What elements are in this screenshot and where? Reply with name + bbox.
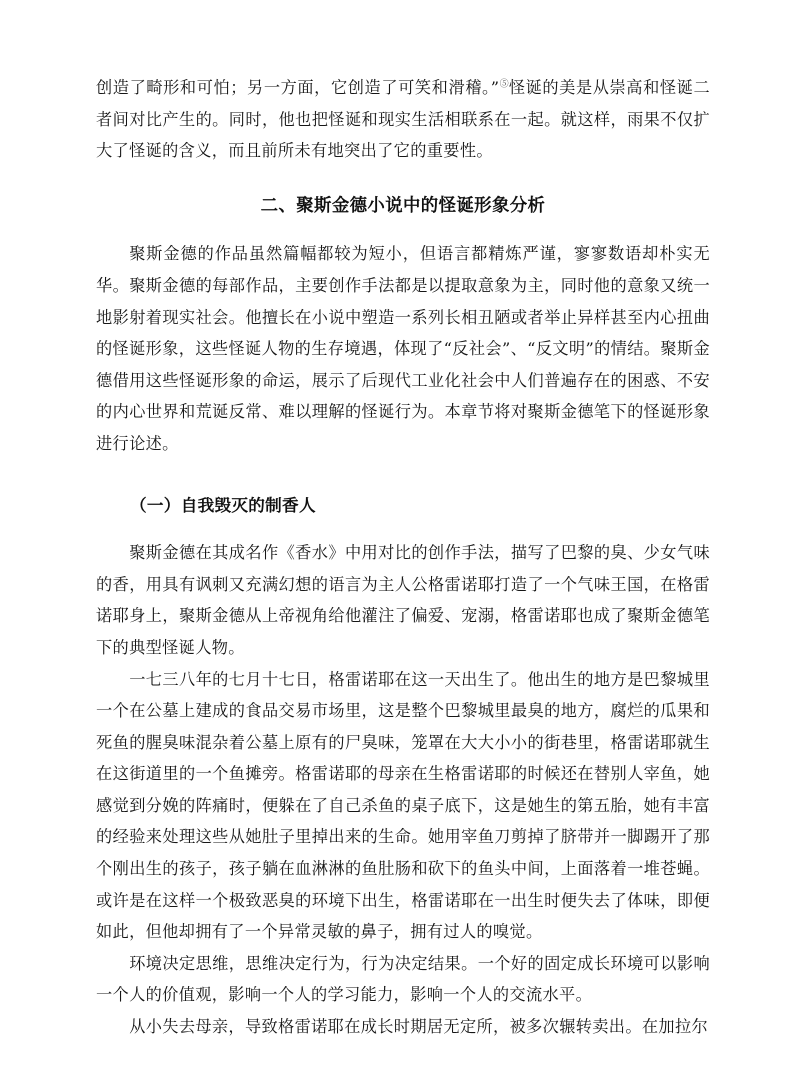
paragraph-2: 聚斯金德在其成名作《香水》中用对比的创作手法，描写了巴黎的臭、少女气味的香，用具有讽刺又充满幻想的语言为主人公格雷诺耶打造了一个气味王国，在格雷诺耶身上，聚斯金德从上帝视角给他灌注了偏爱、宠溺，格雷诺耶也成了聚斯金德笔下的典型怪诞人物。 [96,543,710,657]
continued-paragraph-rest: 怪诞的美是从崇高和怪诞二者间对比产生的。同时，他也把怪诞和现实生活相联系在一起。就这样，雨果不仅扩大了怪诞的含义，而且前所未有地突出了它的重要性。 [96,78,710,161]
paragraph-4: 环境决定思维，思维决定行为，行为决定结果。一个好的固定成长环境可以影响一个人的价值观，影响一个人的学习能力，影响一个人的交流水平。 [96,953,710,1005]
section-heading: 二、聚斯金德小说中的怪诞形象分析 [260,195,546,216]
continued-paragraph-text: 创造了畸形和可怕；另一方面，它创造了可笑和滑稽。” [96,78,500,97]
footnote-reference: ⑤ [499,79,509,90]
spacer-before-subheading [96,460,710,490]
paragraph-3: 一七三八年的七月十七日，格雷诺耶在这一天出生了。他出生的地方是巴黎城里一个在公墓上建成的食品交易市场里，这是整个巴黎城里最臭的地方，腐烂的瓜果和死鱼的腥臭味混杂着公墓上原有的尸臭味，笼罩在大大小小的街巷里，格雷诺耶就生在这街道里的一个鱼摊旁。格雷诺耶的母亲在生格雷诺耶的时候还在替别人宰鱼，她感觉到分娩的阵痛时，便躲在了自己杀鱼的桌子底下，这是她生的第五胎，她有丰富的经验来处理这些从她肚子里掉出来的生命。她用宰鱼刀剪掉了脐带并一脚踢开了那个刚出生的孩子，孩子躺在血淋淋的鱼肚肠和砍下的鱼头中间，上面落着一堆苍蝇。或许是在这样一个极致恶臭的环境下出生，格雷诺耶在一出生时便失去了体味，即便如此，但他却拥有了一个异常灵敏的鼻子，拥有过人的嗅觉。 [96,669,710,942]
page-content [96,72,710,1043]
spacer-before-heading [96,167,710,191]
spacer-after-heading [96,222,710,238]
paragraph-5: 从小失去母亲，导致格雷诺耶在成长时期居无定所，被多次辗转卖出。在加拉尔 [129,1017,709,1037]
sub-section-heading: （一）自我毁灭的制香人 [130,495,316,515]
continued-paragraph [96,72,710,167]
spacer-after-subheading [96,521,710,537]
paragraph-1: 聚斯金德的作品虽然篇幅都较为短小，但语言都精炼严谨，寥寥数语却朴实无华。聚斯金德的每部作品，主要创作手法都是以提取意象为主，同时他的意象又统一地影射着现实社会。他擅长在小说中塑造一系列长相丑陋或者举止异样甚至内心扭曲的怪诞形象，这些怪诞人物的生存境遇，体现了“反社会”、“反文明”的情结。聚斯金德借用这些怪诞形象的命运，展示了后现代工业化社会中人们普遍存在的困惑、不安的内心世界和荒诞反常、难以理解的怪诞行为。本章节将对聚斯金德笔下的怪诞形象进行论述。 [96,244,710,453]
